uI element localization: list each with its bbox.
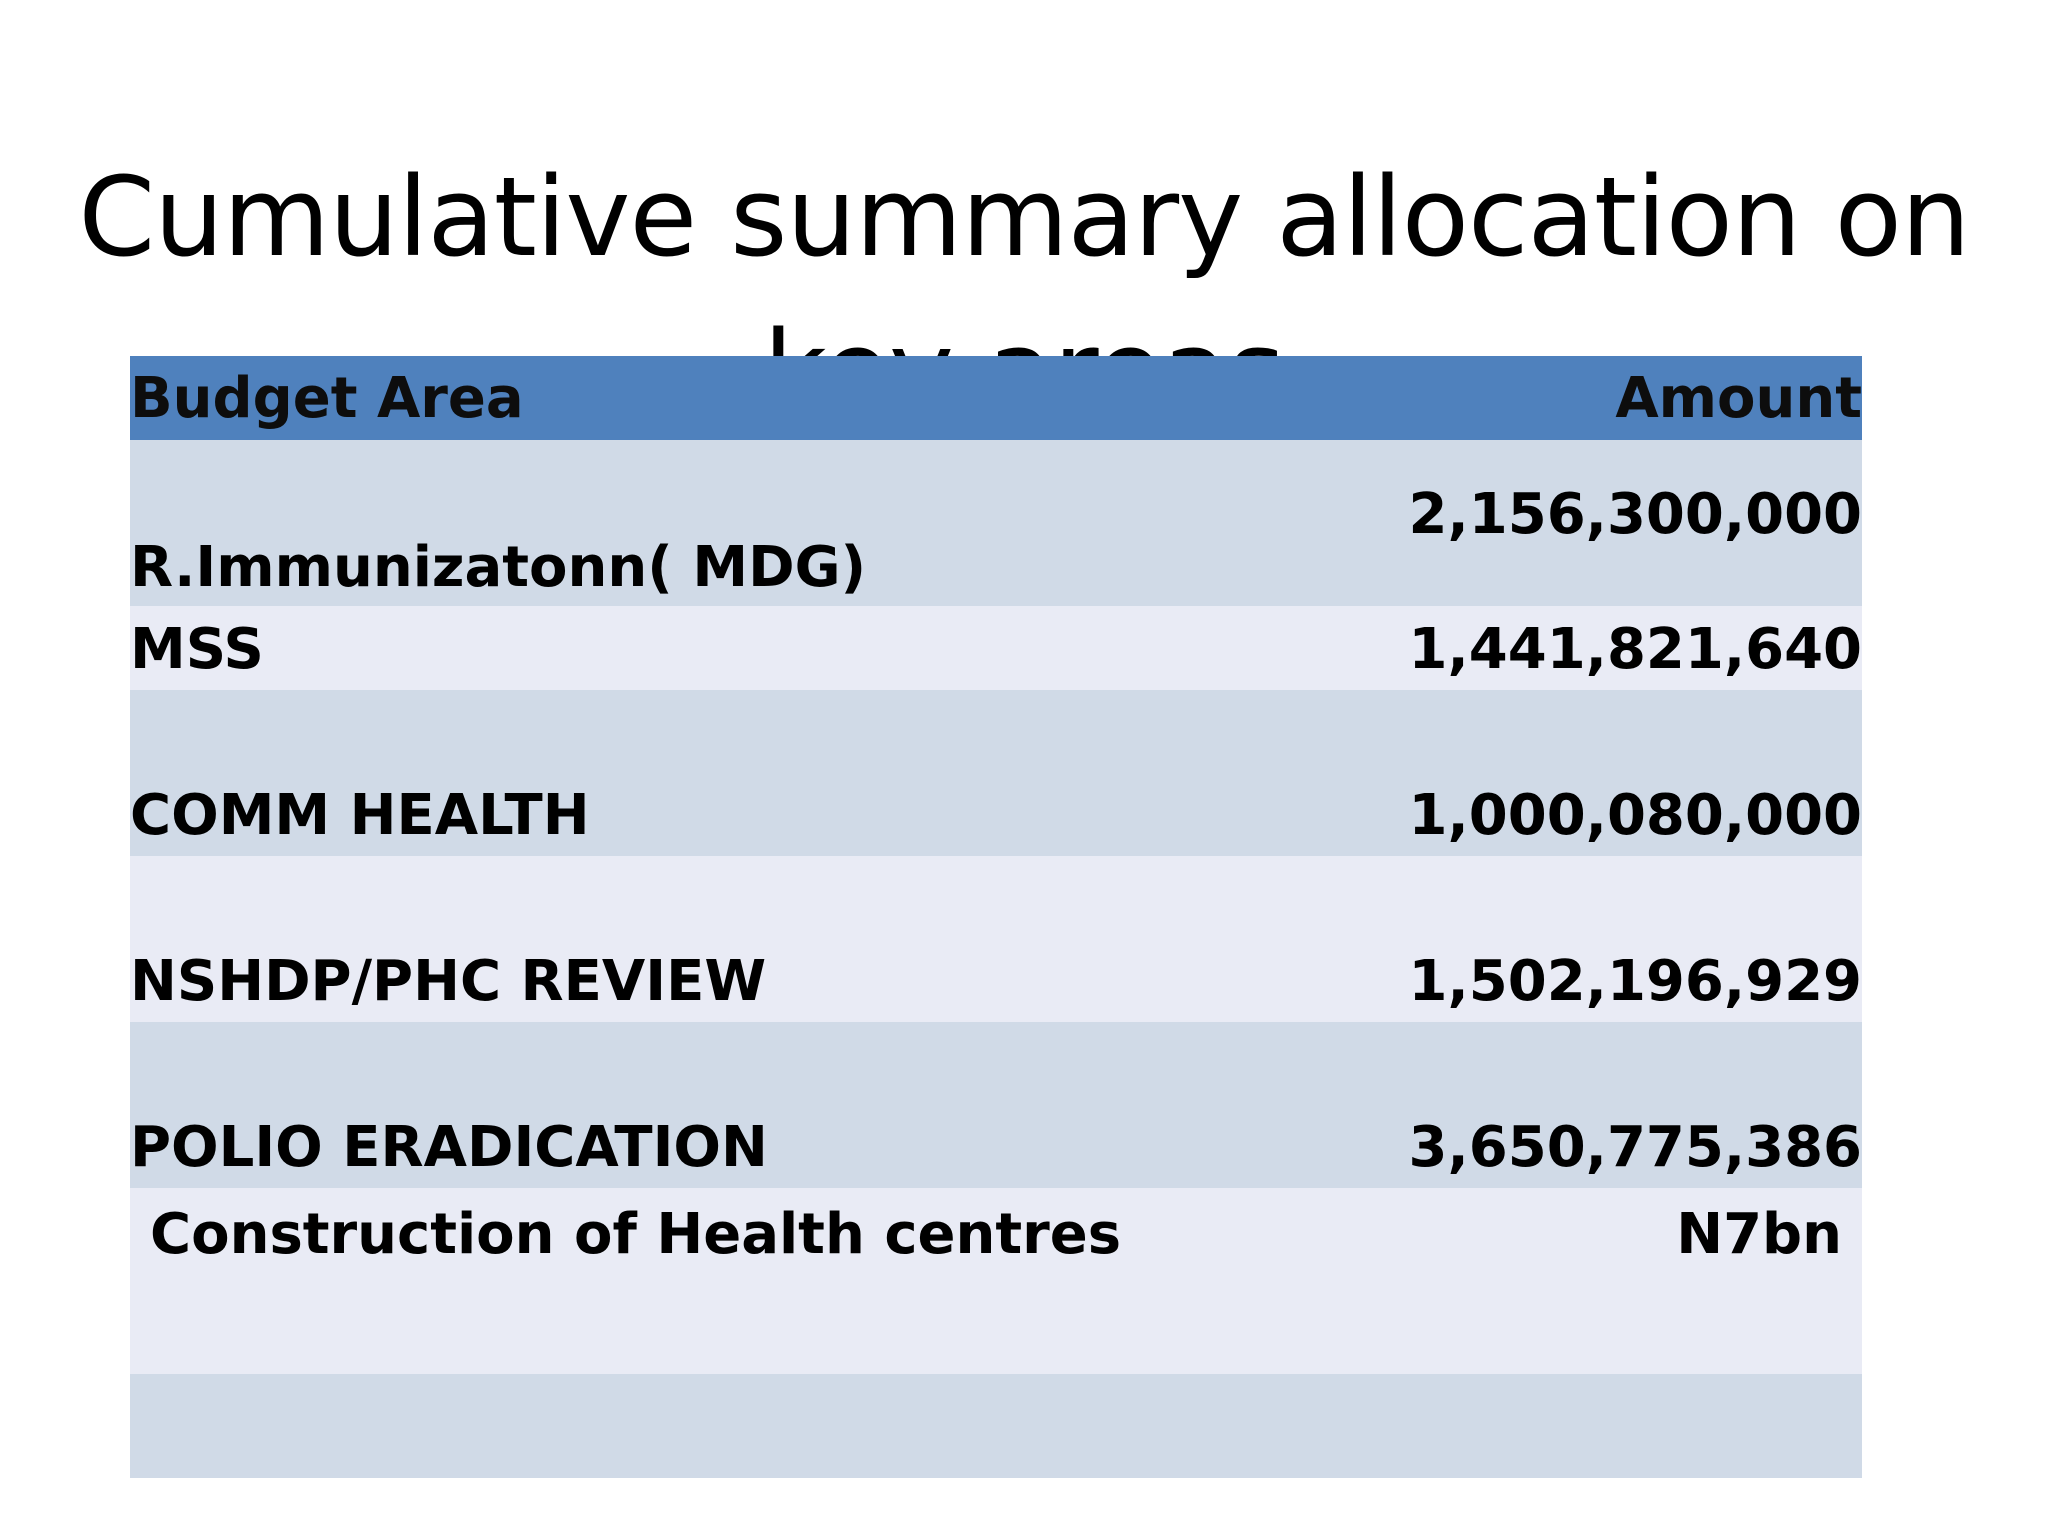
slide-title-line-1: Cumulative summary allocation on	[78, 152, 1970, 281]
budget-area-cell: NSHDP/PHC REVIEW	[130, 949, 767, 1014]
amount-cell: 3,650,775,386	[1408, 1115, 1862, 1180]
table-row	[130, 1188, 1862, 1374]
amount-cell: 1,000,080,000	[1408, 783, 1862, 848]
amount-cell: 1,441,821,640	[1408, 617, 1862, 682]
header-budget-area: Budget Area	[130, 365, 524, 431]
budget-area-cell: COMM HEALTH	[130, 783, 590, 848]
table-header-row	[130, 356, 1862, 440]
table-row	[130, 440, 1862, 606]
amount-cell: N7bn	[1676, 1202, 1842, 1267]
budget-area-cell: POLIO ERADICATION	[130, 1115, 768, 1180]
table-row-empty	[130, 1374, 1862, 1478]
budget-area-cell: MSS	[130, 617, 264, 682]
budget-area-cell: R.Immunizatonn( MDG)	[130, 535, 867, 600]
table-row	[130, 856, 1862, 1022]
amount-cell: 2,156,300,000	[1408, 482, 1862, 547]
table-row	[130, 1022, 1862, 1188]
amount-cell: 1,502,196,929	[1408, 949, 1862, 1014]
budget-table	[130, 356, 1862, 1478]
table-row	[130, 690, 1862, 856]
table-row	[130, 606, 1862, 690]
header-amount: Amount	[1615, 365, 1862, 431]
budget-area-cell: Construction of Health centres	[150, 1202, 1122, 1267]
